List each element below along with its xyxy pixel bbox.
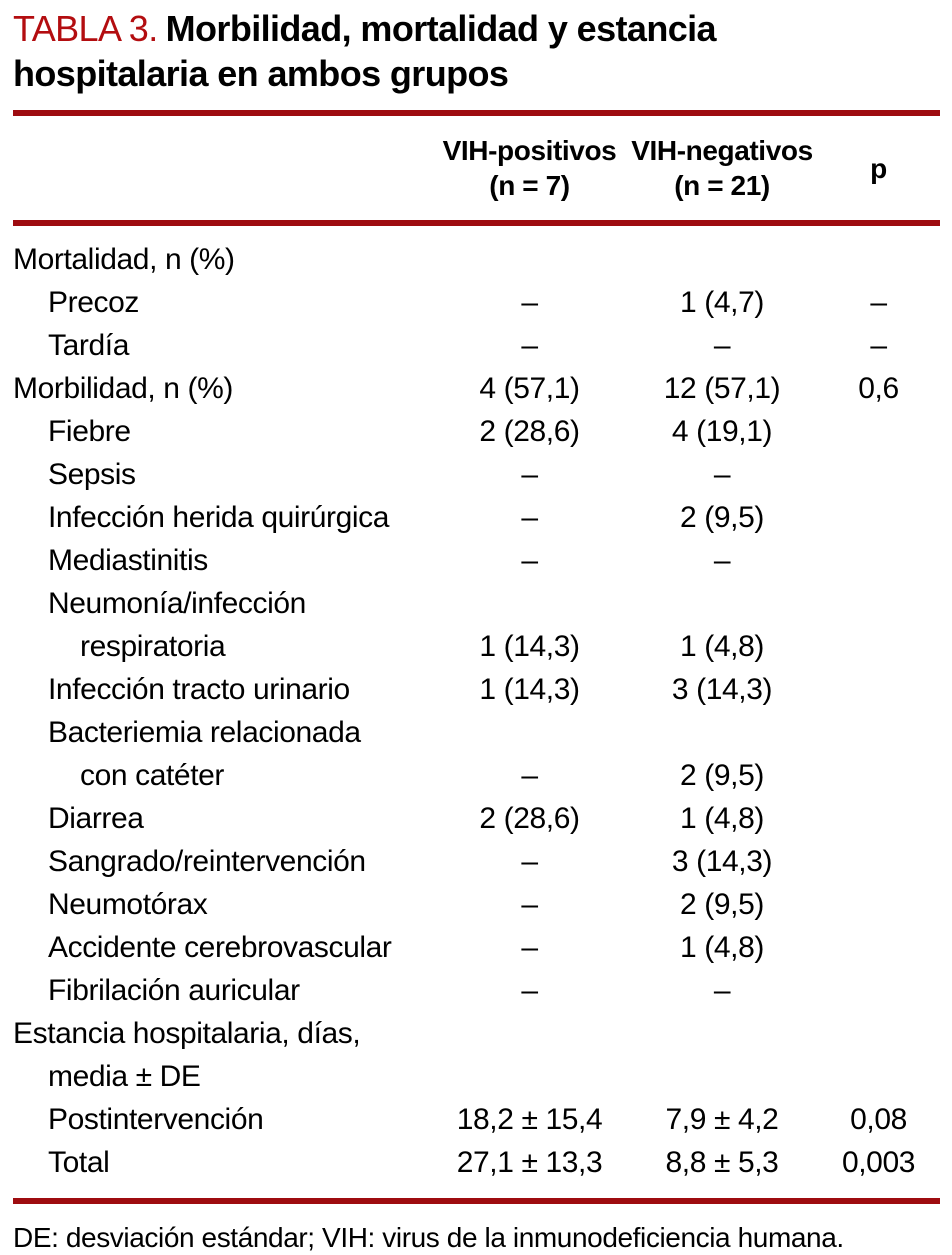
row-label: Estancia hospitalaria, días, [13,1017,361,1050]
row-label: Fibrilación auricular [48,974,300,1007]
cell-vih-negativos: 4 (19,1) [671,415,773,448]
row-label: Morbilidad, n (%) [13,372,233,405]
row-label: Mortalidad, n (%) [13,243,235,276]
cell-p: 0,6 [858,372,899,405]
cell-vih-negativos: 8,8 ± 5,3 [665,1146,779,1179]
row-label: Sangrado/reintervención [48,845,366,878]
row-label: Postintervención [48,1103,264,1136]
table-footnote: DE: desviación estándar; VIH: virus de la inmunodeficiencia humana. [13,1222,844,1253]
column-header-vih-positivos-name: VIH-positivos [442,135,617,166]
cell-vih-negativos: 3 (14,3) [671,845,773,878]
table-row [13,883,940,926]
table-title-text: Morbilidad, mortalidad y estancia hospitalaria en ambos grupos [13,8,716,94]
cell-vih-negativos: 2 (9,5) [680,888,764,921]
row-label: Fiebre [48,415,131,448]
table-row [13,797,940,840]
cell-vih-negativos: 2 (9,5) [680,759,764,792]
table-row [13,926,940,969]
table-row [13,324,940,367]
row-label: con catéter [80,759,225,792]
row-label: Mediastinitis [48,544,208,577]
cell-vih-positivos: 1 (14,3) [479,630,580,663]
column-header-vih-positivos-n: (n = 7) [489,170,570,201]
table-body [13,226,940,1198]
row-label: Total [48,1146,110,1179]
cell-vih-positivos: 4 (57,1) [479,372,580,405]
table-row [13,754,940,797]
row-label: Infección herida quirúrgica [48,501,390,534]
cell-p: 0,08 [850,1103,907,1136]
row-label: respiratoria [80,630,226,663]
row-label: Sepsis [48,458,136,491]
table-row [13,496,940,539]
cell-vih-positivos: 18,2 ± 15,4 [456,1103,603,1136]
table-row [13,668,940,711]
cell-p: 0,003 [841,1146,916,1179]
cell-vih-negativos: 1 (4,8) [680,931,764,964]
cell-vih-positivos: – [521,888,538,921]
cell-vih-positivos: – [521,329,538,362]
cell-p: – [870,329,887,362]
cell-vih-negativos: – [713,329,731,362]
row-label: Tardía [48,329,129,362]
table-row [13,238,940,281]
cell-vih-positivos: – [521,458,538,491]
cell-vih-negativos: 1 (4,7) [680,286,764,319]
cell-vih-negativos: 1 (4,8) [680,630,764,663]
row-label: media ± DE [48,1060,201,1093]
cell-vih-negativos: – [713,974,731,1007]
cell-vih-positivos: 1 (14,3) [479,673,580,706]
row-label: Diarrea [48,802,144,835]
cell-vih-positivos: – [521,501,538,534]
cell-vih-positivos: 2 (28,6) [479,802,580,835]
cell-vih-negativos: 1 (4,8) [680,802,764,835]
cell-vih-negativos: 2 (9,5) [680,501,764,534]
table-row [13,1012,940,1055]
table-row [13,367,940,410]
cell-vih-positivos: – [521,974,538,1007]
page-title [13,6,813,96]
cell-vih-negativos: – [713,458,731,491]
row-label: Neumotórax [48,888,208,921]
table-row [13,410,940,453]
column-header-vih-negativos-name: VIH-negativos [631,135,813,166]
row-label: Precoz [48,286,139,319]
row-label: Infección tracto urinario [48,673,350,706]
table-header-row [13,116,940,220]
cell-vih-positivos: – [521,931,538,964]
table-row [13,1141,940,1184]
row-label: Bacteriemia relacionada [48,716,361,749]
cell-vih-negativos: – [713,544,731,577]
table-row [13,539,940,582]
table-row [13,1055,940,1098]
table-row [13,281,940,324]
cell-vih-negativos: 3 (14,3) [671,673,773,706]
cell-vih-positivos: – [521,544,538,577]
table-row [13,625,940,668]
cell-vih-positivos: 27,1 ± 13,3 [456,1146,603,1179]
column-header-p: p [870,152,887,184]
table-row [13,1098,940,1141]
cell-p: – [870,286,887,319]
table-row [13,711,940,754]
cell-vih-positivos: 2 (28,6) [479,415,580,448]
table-row [13,840,940,883]
cell-vih-positivos: – [521,286,538,319]
cell-vih-positivos: – [521,759,538,792]
table-number-label: TABLA 3. [13,8,158,49]
table-row [13,453,940,496]
column-header-vih-negativos [627,133,817,203]
column-header-vih-negativos-n: (n = 21) [674,170,770,201]
table-row [13,969,940,1012]
cell-vih-positivos: – [521,845,538,878]
row-label: Neumonía/infección [48,587,306,620]
cell-vih-negativos: 12 (57,1) [663,372,781,405]
table-row [13,582,940,625]
cell-vih-negativos: 7,9 ± 4,2 [665,1103,779,1136]
column-header-vih-positivos [432,133,627,203]
row-label: Accidente cerebrovascular [48,931,392,964]
